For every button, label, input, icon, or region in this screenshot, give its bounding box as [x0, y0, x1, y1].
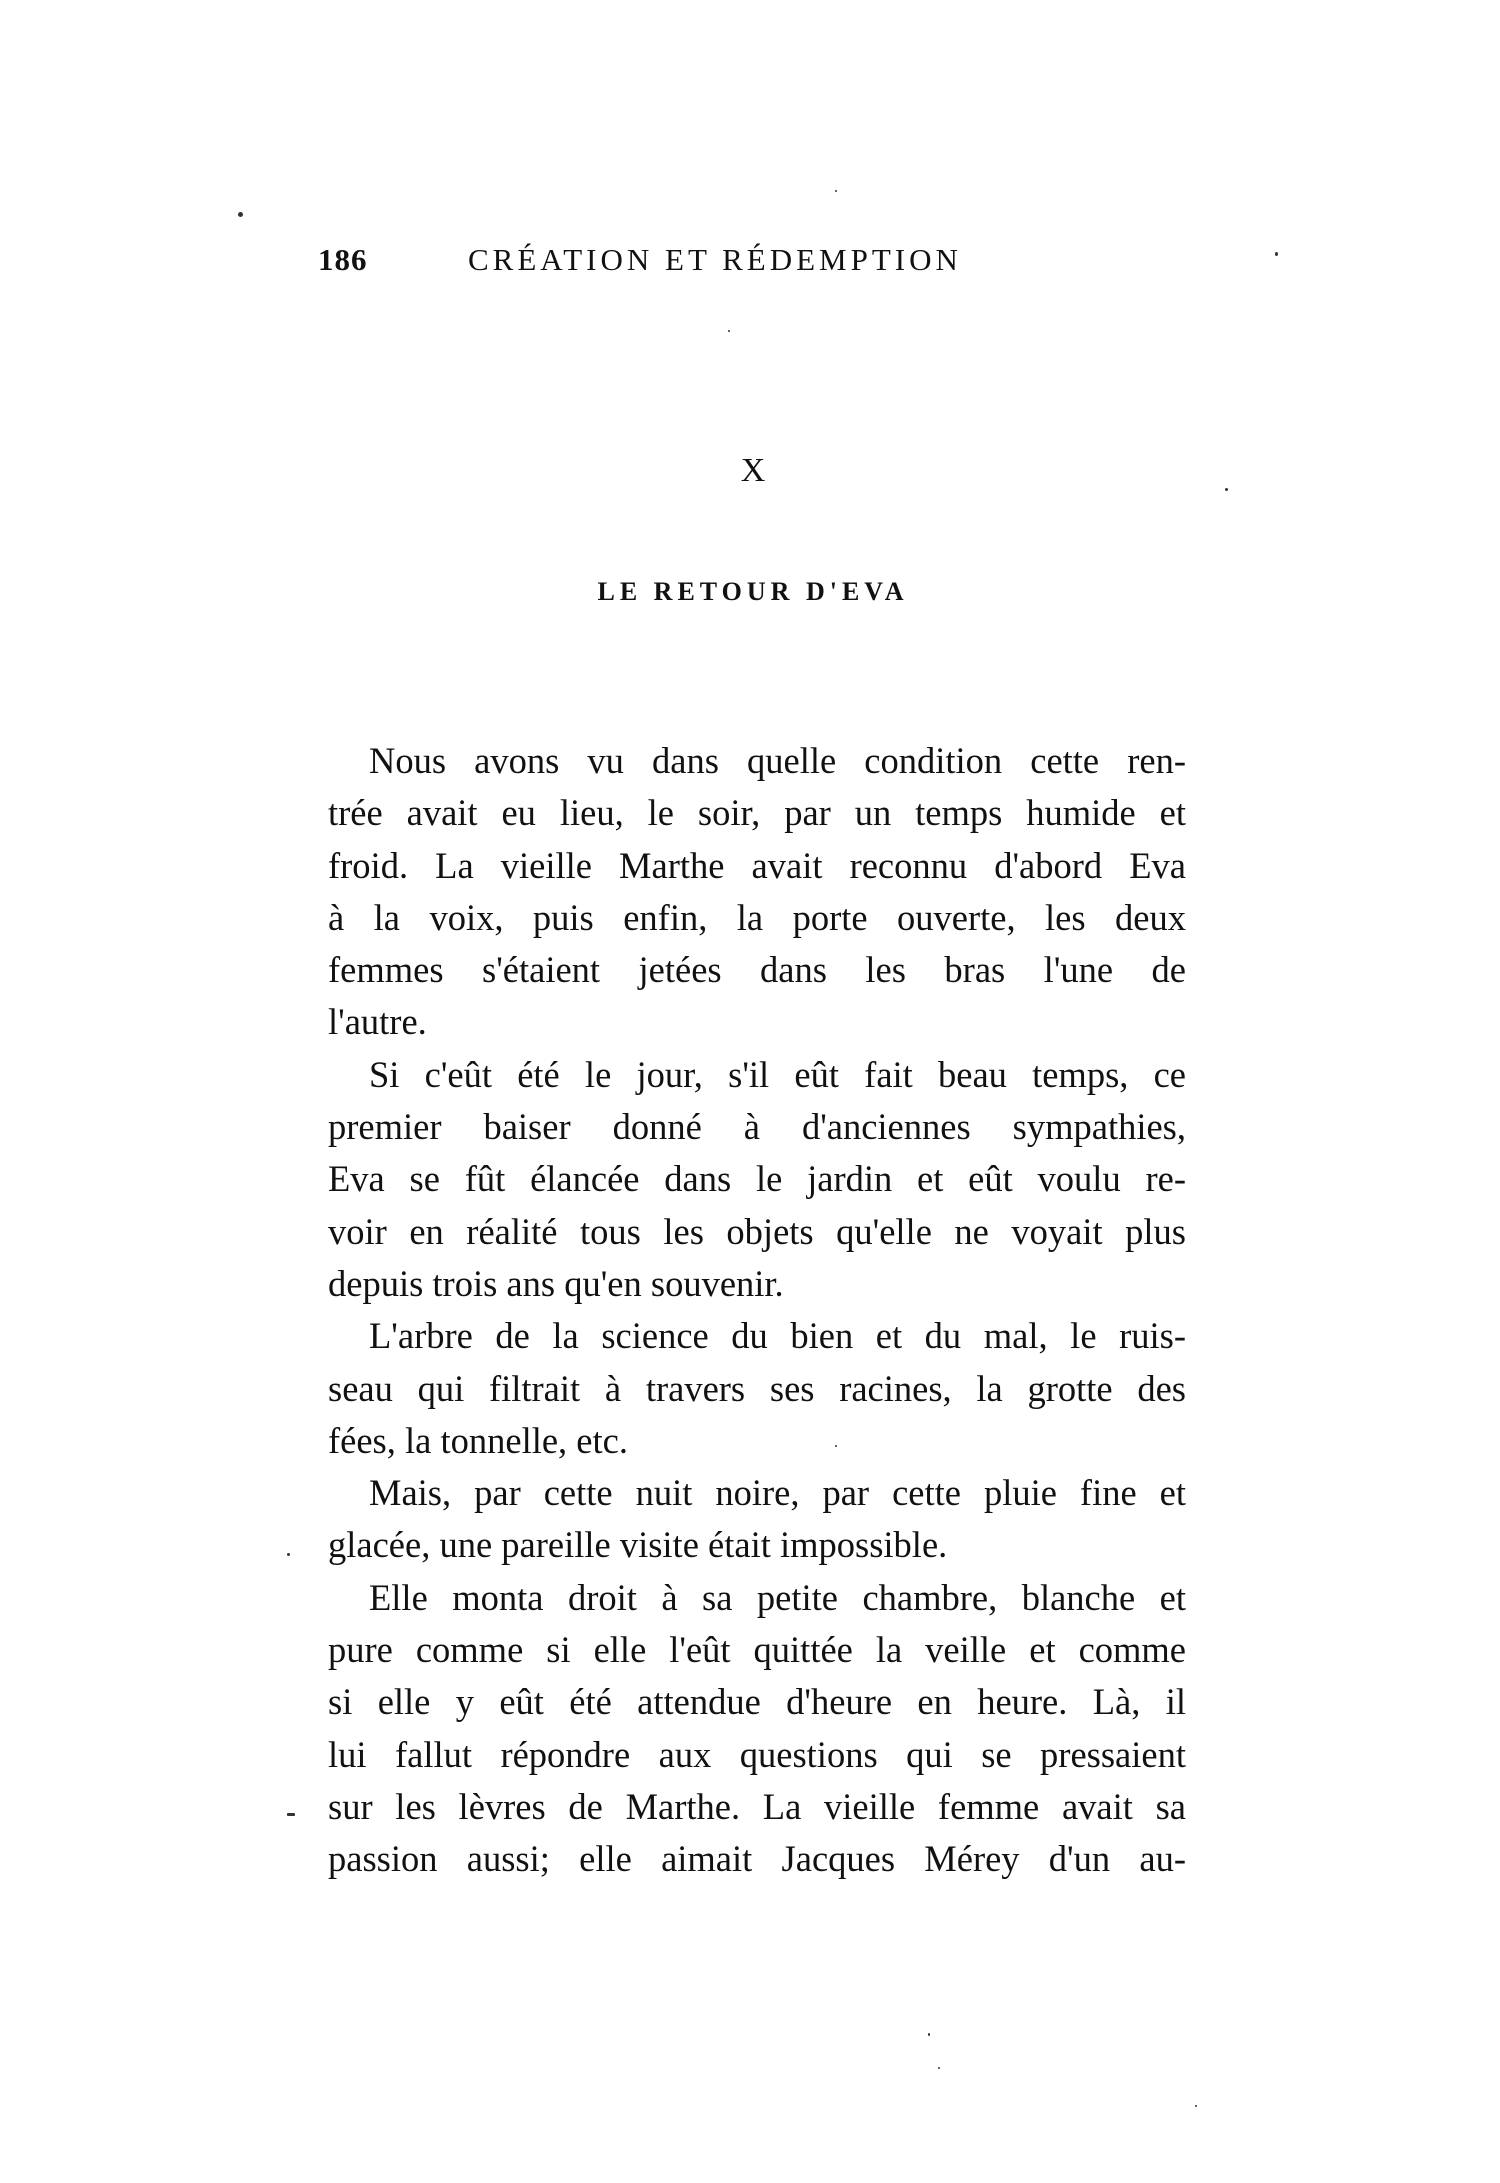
text-line: voir en réalité tous les objets qu'elle ne voyait plus	[328, 1210, 1186, 1252]
scan-speck	[287, 1553, 290, 1556]
text-line: seau qui filtrait à travers ses racines, la grotte des	[328, 1367, 1186, 1409]
text-line: Nous avons vu dans quelle condition cette ren-	[369, 740, 1186, 781]
scan-speck	[928, 2033, 930, 2036]
paragraph	[328, 735, 1186, 1049]
scan-speck	[1225, 488, 1228, 491]
text-line: lui fallut répondre aux questions qui se pressaient	[328, 1733, 1186, 1775]
text-line: glacée, une pareille visite était impossible.	[328, 1524, 948, 1566]
text-line: à la voix, puis enfin, la porte ouverte, les deux	[328, 896, 1186, 938]
text-line: L'arbre de la science du bien et du mal, le ruis-	[369, 1315, 1186, 1357]
page-header	[318, 242, 1098, 292]
text-line: Si c'eût été le jour, s'il eût fait beau temps, ce	[369, 1053, 1186, 1095]
paragraph	[328, 1572, 1186, 1886]
paragraph	[328, 1049, 1186, 1310]
scan-speck	[938, 2067, 940, 2069]
scan-speck	[287, 1813, 295, 1816]
text-line: pure comme si elle l'eût quittée la veille et comme	[328, 1629, 1186, 1671]
chapter-title: LE RETOUR D'EVA	[597, 577, 909, 606]
text-line: Elle monta droit à sa petite chambre, blanche et	[369, 1576, 1186, 1618]
scan-speck	[835, 1445, 837, 1447]
text-line: si elle y eût été attendue d'heure en heure. Là, il	[328, 1681, 1186, 1723]
text-line: depuis trois ans qu'en souvenir.	[328, 1262, 784, 1304]
text-line: fées, la tonnelle, etc.	[328, 1419, 628, 1461]
scan-speck	[835, 190, 837, 192]
text-line: Mais, par cette nuit noire, par cette pluie fine et	[369, 1472, 1186, 1514]
text-line: froid. La vieille Marthe avait reconnu d'abord Eva	[328, 844, 1186, 886]
text-line: femmes s'étaient jetées dans les bras l'une de	[328, 949, 1186, 991]
text-line: passion aussi; elle aimait Jacques Mérey d'un au-	[328, 1838, 1186, 1880]
paragraph	[328, 1310, 1186, 1467]
paragraph	[328, 1467, 1186, 1572]
text-line: trée avait eu lieu, le soir, par un temps humide et	[328, 792, 1186, 834]
text-line: l'autre.	[328, 1001, 427, 1043]
text-line: Eva se fût élancée dans le jardin et eût voulu re-	[328, 1158, 1186, 1200]
text-line: sur les lèvres de Marthe. La vieille femme avait sa	[328, 1785, 1186, 1827]
scan-speck	[1275, 252, 1278, 256]
body-text	[328, 735, 1186, 1886]
scan-speck	[238, 212, 243, 217]
page-number: 186	[318, 242, 368, 277]
running-title: CRÉATION ET RÉDEMPTION	[468, 242, 962, 277]
scan-speck	[1195, 2105, 1197, 2107]
text-line: premier baiser donné à d'anciennes sympathies,	[328, 1106, 1186, 1148]
scan-speck	[728, 330, 730, 332]
chapter-number: X	[740, 452, 766, 489]
